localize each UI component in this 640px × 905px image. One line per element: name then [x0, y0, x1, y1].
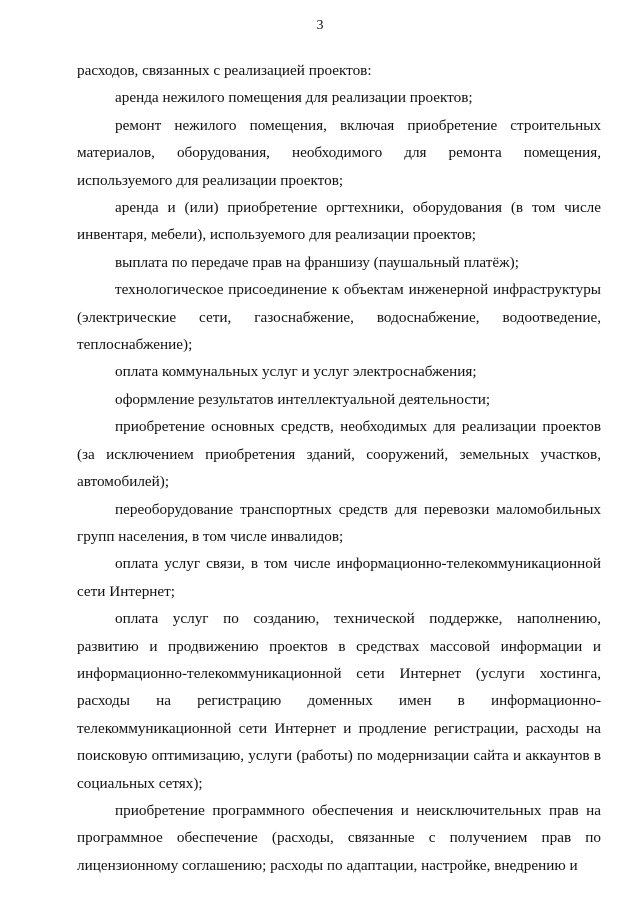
- paragraph: ремонт нежилого помещения, включая приобретение строительных материалов, оборудования, необходимого для ремонта помещения, используемого для реализации проектов;: [77, 116, 601, 189]
- paragraph: переоборудование транспортных средств для перевозки маломобильных групп населения, в том числе инвалидов;: [77, 500, 601, 545]
- paragraph: оплата услуг связи, в том числе информационно-телекоммуникационной сети Интернет;: [77, 555, 601, 600]
- paragraph: приобретение основных средств, необходимых для реализации проектов (за исключением приобретения зданий, сооружений, земельных участков, автомобилей);: [77, 418, 601, 491]
- paragraph: оплата услуг по созданию, технической поддержке, наполнению, развитию и продвижению проектов в средствах массовой информации и информационно-телекоммуникационной сети Интернет (услуги хостинга, расходы на регистрацию доменных имен в информационно-телекоммуникационной сети Интернет и продление регистрации, расходы на поисковую оптимизацию, услуги (работы) по модернизации сайта и аккаунтов в социальных сетях);: [77, 610, 601, 792]
- paragraph: оплата коммунальных услуг и услуг электроснабжения;: [115, 363, 477, 381]
- page-number: 3: [316, 18, 324, 33]
- paragraph: приобретение программного обеспечения и неисключительных прав на программное обеспечение (расходы, связанные с получением прав по лицензионному соглашению; расходы по адаптации, настройке, внедрению и: [77, 801, 601, 874]
- paragraph: выплата по передаче прав на франшизу (паушальный платёж);: [115, 253, 519, 271]
- paragraph: аренда и (или) приобретение оргтехники, оборудования (в том числе инвентаря, мебели), используемого для реализации проектов;: [77, 199, 601, 244]
- document-body: [77, 57, 601, 879]
- paragraph: оформление результатов интеллектуальной деятельности;: [115, 390, 491, 408]
- paragraph: расходов, связанных с реализацией проектов:: [77, 62, 372, 79]
- paragraph: технологическое присоединение к объектам инженерной инфраструктуры (электрические сети, газоснабжение, водоснабжение, водоотведение, теплоснабжение);: [77, 281, 601, 354]
- paragraph: аренда нежилого помещения для реализации проектов;: [115, 89, 473, 107]
